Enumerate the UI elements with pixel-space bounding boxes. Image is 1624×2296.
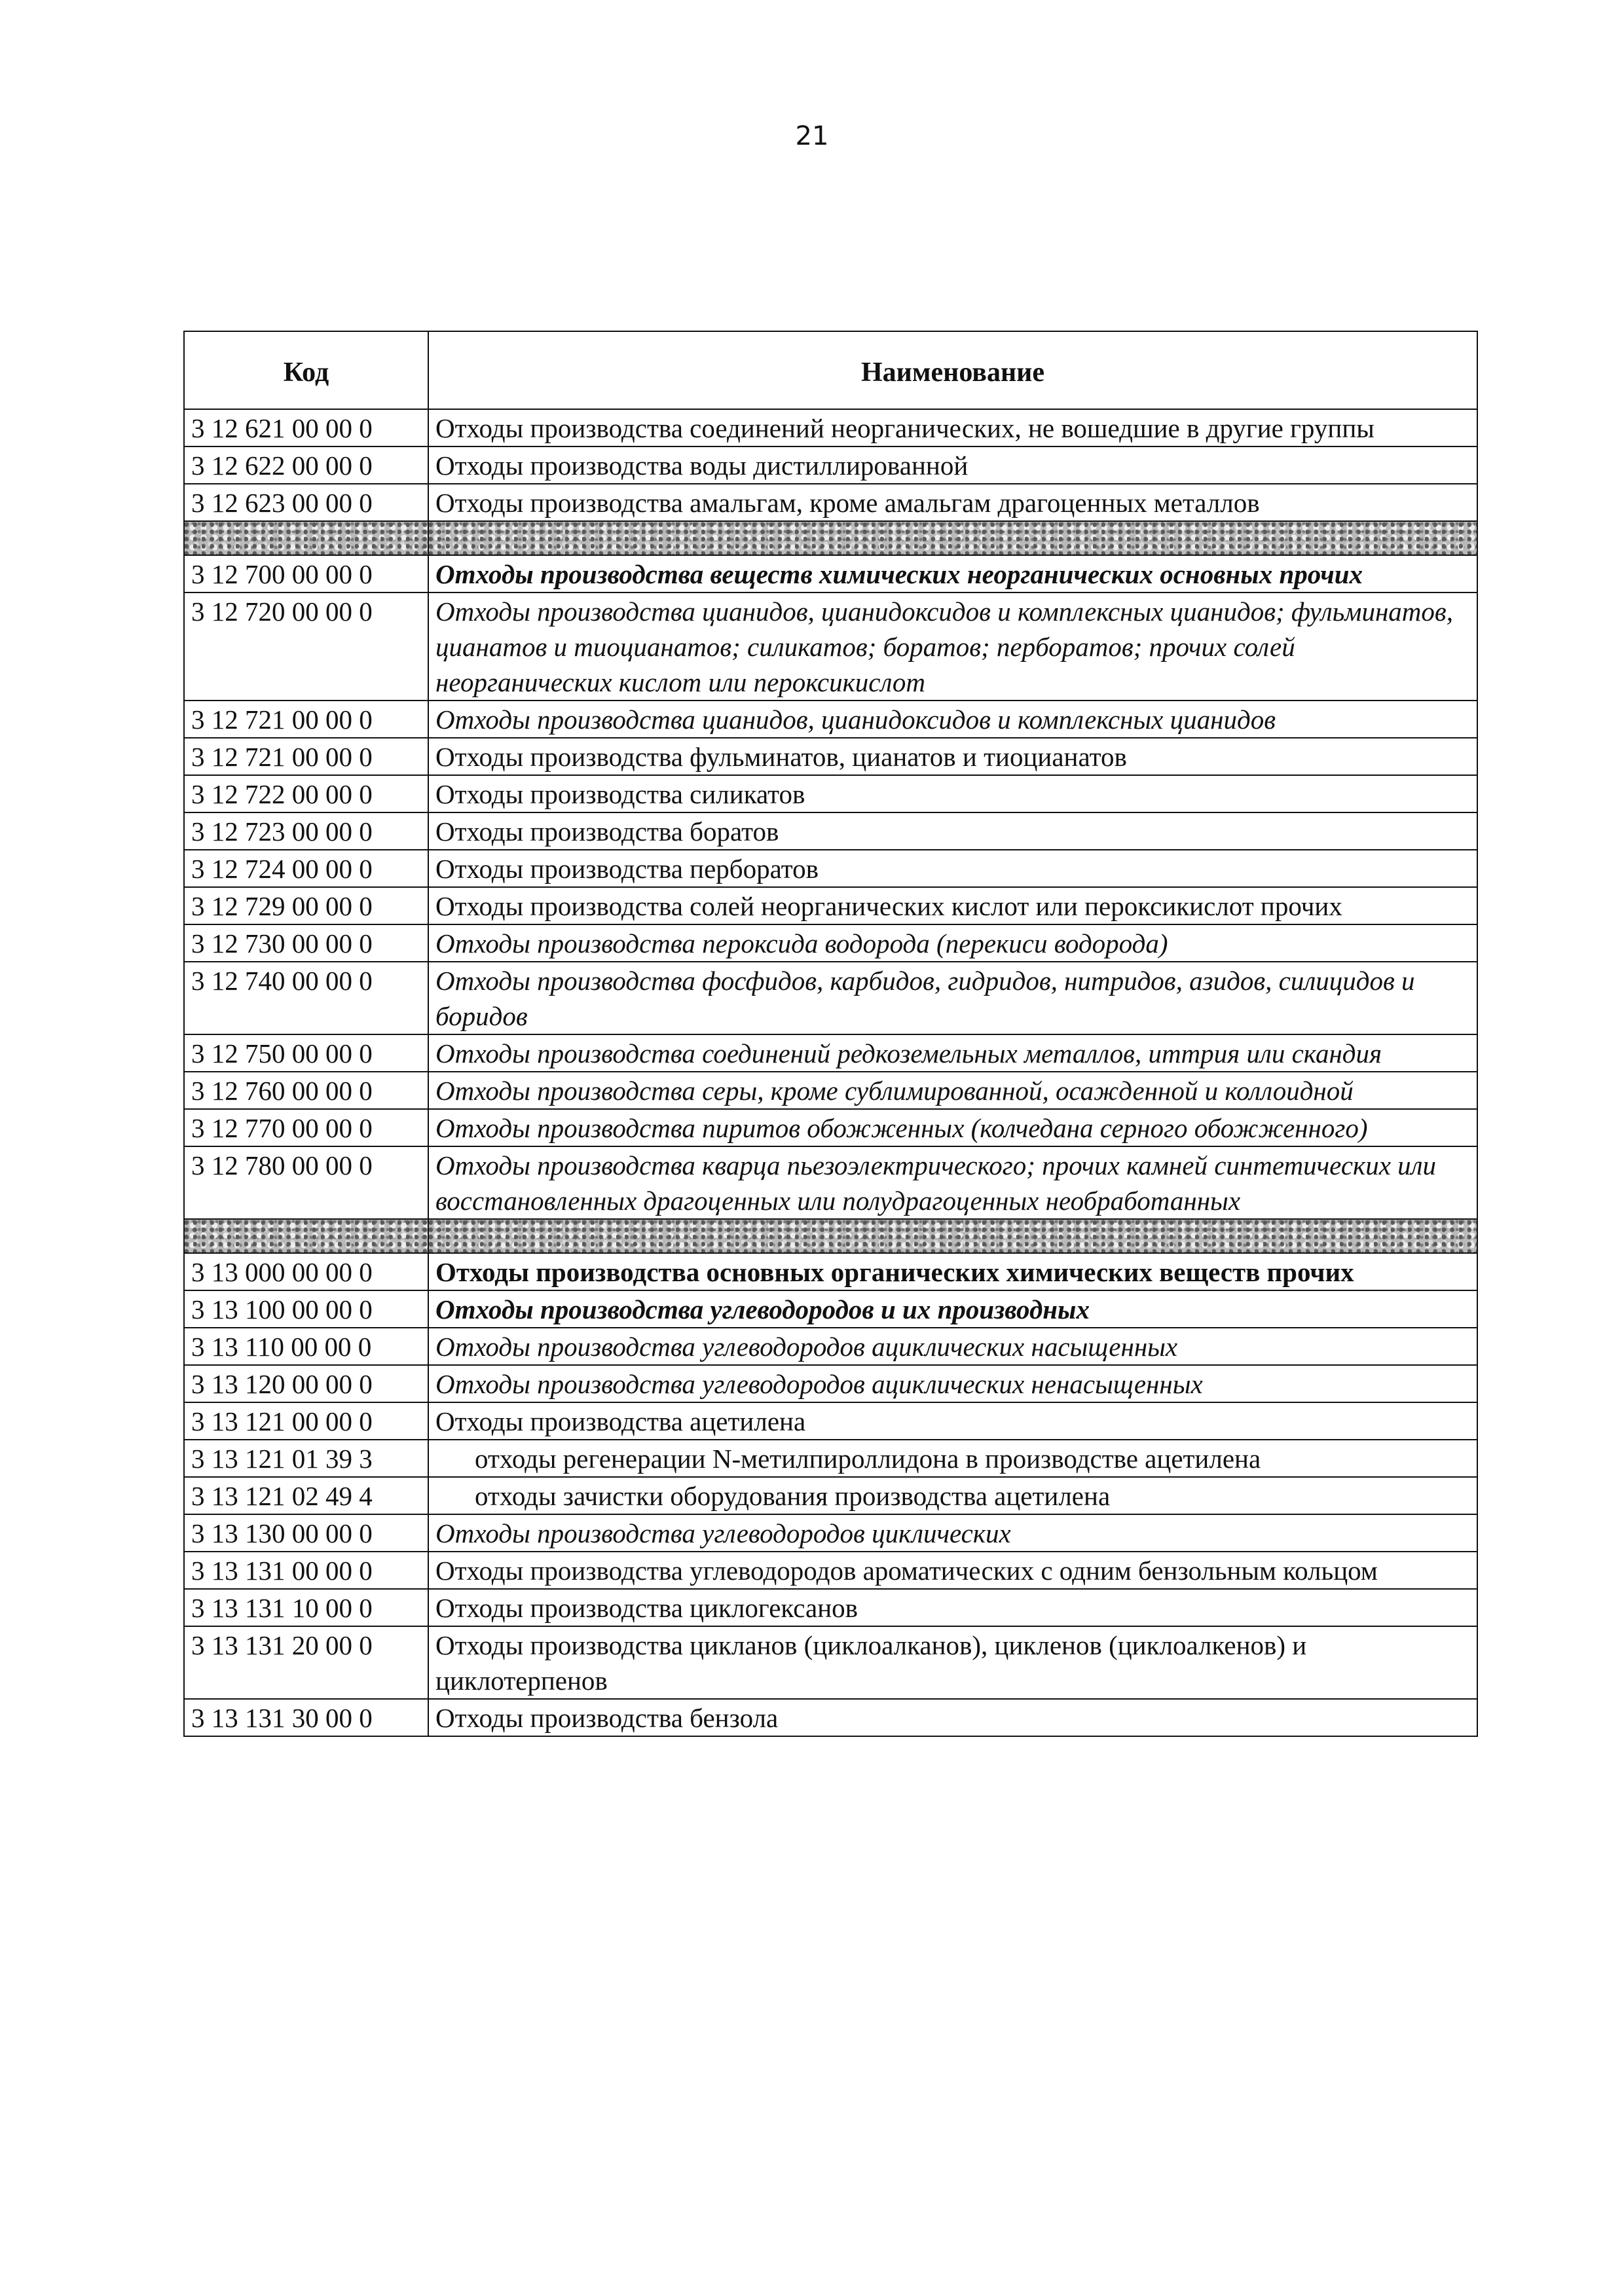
table-row [184, 1365, 1477, 1402]
name-cell: Отходы производства фосфидов, карбидов, гидридов, нитридов, азидов, силицидов и боридов [428, 962, 1477, 1034]
column-header-name: Наименование [428, 331, 1477, 409]
code-cell: 3 12 740 00 00 0 [184, 962, 428, 1034]
name-cell: Отходы производства амальгам, кроме амальгам драгоценных металлов [428, 484, 1477, 521]
code-cell: 3 12 760 00 00 0 [184, 1072, 428, 1109]
separator-row [184, 1219, 1477, 1253]
table-row [184, 1440, 1477, 1477]
code-cell: 3 12 721 00 00 0 [184, 701, 428, 738]
table-row [184, 409, 1477, 446]
name-cell: Отходы производства фульминатов, цианатов и тиоцианатов [428, 738, 1477, 775]
table-row [184, 1328, 1477, 1365]
separator-cell [184, 521, 428, 555]
code-cell: 3 12 724 00 00 0 [184, 850, 428, 887]
separator-cell [184, 1219, 428, 1253]
table-row [184, 1253, 1477, 1290]
name-cell: Отходы производства серы, кроме сублимированной, осажденной и коллоидной [428, 1072, 1477, 1109]
table-row [184, 738, 1477, 775]
code-cell: 3 13 120 00 00 0 [184, 1365, 428, 1402]
code-cell: 3 12 723 00 00 0 [184, 812, 428, 850]
code-cell: 3 12 721 00 00 0 [184, 738, 428, 775]
name-cell: Отходы производства силикатов [428, 775, 1477, 812]
code-cell: 3 12 730 00 00 0 [184, 924, 428, 962]
code-cell: 3 13 121 02 49 4 [184, 1477, 428, 1514]
code-cell: 3 12 729 00 00 0 [184, 887, 428, 924]
table-row [184, 1072, 1477, 1109]
table-row [184, 887, 1477, 924]
table-row [184, 850, 1477, 887]
table-row [184, 446, 1477, 484]
code-cell: 3 13 131 10 00 0 [184, 1589, 428, 1626]
name-cell: Отходы производства углеводородов и их производных [428, 1290, 1477, 1328]
code-cell: 3 12 623 00 00 0 [184, 484, 428, 521]
code-cell: 3 13 000 00 00 0 [184, 1253, 428, 1290]
code-cell: 3 13 130 00 00 0 [184, 1514, 428, 1552]
code-cell: 3 12 750 00 00 0 [184, 1034, 428, 1072]
name-cell: Отходы производства соединений редкоземельных металлов, иттрия или скандия [428, 1034, 1477, 1072]
code-cell: 3 13 100 00 00 0 [184, 1290, 428, 1328]
name-cell: Отходы производства ацетилена [428, 1402, 1477, 1440]
code-cell: 3 12 621 00 00 0 [184, 409, 428, 446]
table-row [184, 1699, 1477, 1736]
code-cell: 3 13 131 00 00 0 [184, 1552, 428, 1589]
table-header-row [184, 331, 1477, 409]
table-row [184, 592, 1477, 701]
column-header-code: Код [184, 331, 428, 409]
table-row [184, 555, 1477, 592]
code-cell: 3 13 131 20 00 0 [184, 1626, 428, 1699]
table-row [184, 812, 1477, 850]
table-row [184, 701, 1477, 738]
name-cell: Отходы производства цианидов, цианидоксидов и комплексных цианидов; фульминатов, цианатов и тиоцианатов; силикатов; боратов; перборатов; прочих солей неорганических кислот или пероксикислот [428, 592, 1477, 701]
name-cell: Отходы производства боратов [428, 812, 1477, 850]
table-row [184, 1290, 1477, 1328]
name-cell: Отходы производства основных органических химических веществ прочих [428, 1253, 1477, 1290]
name-cell: Отходы производства циклогексанов [428, 1589, 1477, 1626]
code-cell: 3 12 722 00 00 0 [184, 775, 428, 812]
name-cell: Отходы производства соединений неорганических, не вошедшие в другие группы [428, 409, 1477, 446]
waste-classification-table [183, 331, 1478, 1737]
name-cell: Отходы производства веществ химических неорганических основных прочих [428, 555, 1477, 592]
name-cell: Отходы производства бензола [428, 1699, 1477, 1736]
name-cell: Отходы производства цикланов (циклоалканов), цикленов (циклоалкенов) и циклотерпенов [428, 1626, 1477, 1699]
name-cell: Отходы производства углеводородов ациклических насыщенных [428, 1328, 1477, 1365]
name-cell: Отходы производства пиритов обожженных (колчедана серного обожженного) [428, 1109, 1477, 1146]
table-row [184, 962, 1477, 1034]
table-row [184, 484, 1477, 521]
table-row [184, 1552, 1477, 1589]
code-cell: 3 12 780 00 00 0 [184, 1146, 428, 1219]
code-cell: 3 12 770 00 00 0 [184, 1109, 428, 1146]
name-cell: отходы регенерации N-метилпироллидона в производстве ацетилена [428, 1440, 1477, 1477]
separator-row [184, 521, 1477, 555]
name-cell: Отходы производства пероксида водорода (перекиси водорода) [428, 924, 1477, 962]
table-row [184, 1514, 1477, 1552]
table-row [184, 1109, 1477, 1146]
table-row [184, 1402, 1477, 1440]
name-cell: Отходы производства углеводородов циклических [428, 1514, 1477, 1552]
code-cell: 3 13 121 00 00 0 [184, 1402, 428, 1440]
name-cell: Отходы производства углеводородов ароматических с одним бензольным кольцом [428, 1552, 1477, 1589]
code-cell: 3 13 121 01 39 3 [184, 1440, 428, 1477]
code-cell: 3 13 131 30 00 0 [184, 1699, 428, 1736]
separator-cell [428, 521, 1477, 555]
name-cell: Отходы производства цианидов, цианидоксидов и комплексных цианидов [428, 701, 1477, 738]
table-body [184, 409, 1477, 1736]
code-cell: 3 12 720 00 00 0 [184, 592, 428, 701]
code-cell: 3 12 622 00 00 0 [184, 446, 428, 484]
separator-cell [428, 1219, 1477, 1253]
name-cell: отходы зачистки оборудования производства ацетилена [428, 1477, 1477, 1514]
table-row [184, 1477, 1477, 1514]
code-cell: 3 12 700 00 00 0 [184, 555, 428, 592]
name-cell: Отходы производства углеводородов ациклических ненасыщенных [428, 1365, 1477, 1402]
name-cell: Отходы производства воды дистиллированной [428, 446, 1477, 484]
table-row [184, 1146, 1477, 1219]
page-number: 21 [795, 121, 829, 151]
table-row [184, 1589, 1477, 1626]
code-cell: 3 13 110 00 00 0 [184, 1328, 428, 1365]
table-row [184, 1626, 1477, 1699]
table-row [184, 775, 1477, 812]
table-row [184, 1034, 1477, 1072]
table-row [184, 924, 1477, 962]
name-cell: Отходы производства солей неорганических кислот или пероксикислот прочих [428, 887, 1477, 924]
name-cell: Отходы производства кварца пьезоэлектрического; прочих камней синтетических или восстановленных драгоценных или полудрагоценных необработанных [428, 1146, 1477, 1219]
name-cell: Отходы производства перборатов [428, 850, 1477, 887]
